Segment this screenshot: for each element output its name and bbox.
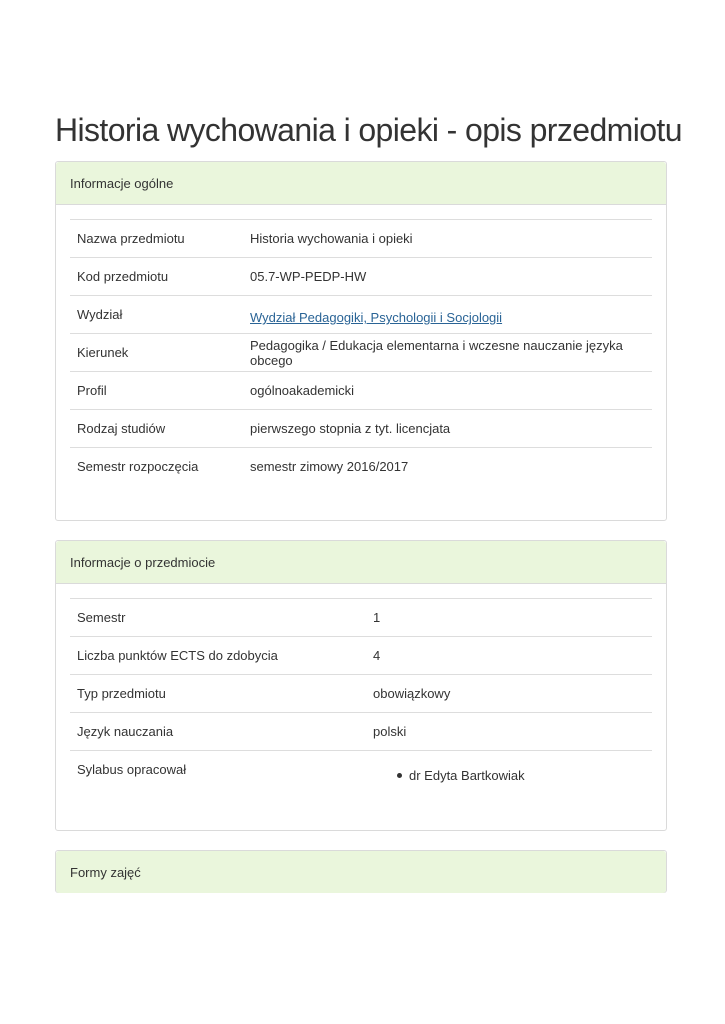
course-info-table <box>70 598 652 789</box>
row-value: ogólnoakademicki <box>250 383 355 398</box>
course-info-panel <box>55 540 667 831</box>
general-info-panel <box>55 161 667 521</box>
general-info-heading: Informacje ogólne <box>56 162 666 205</box>
table-row <box>70 258 652 296</box>
row-value: semestr zimowy 2016/2017 <box>250 459 409 474</box>
table-row <box>70 372 652 410</box>
row-label: Semestr rozpoczęcia <box>77 459 199 474</box>
row-label: Profil <box>77 383 107 398</box>
row-value <box>366 751 652 789</box>
row-label: Typ przedmiotu <box>77 686 166 701</box>
row-value: 4 <box>373 648 381 663</box>
row-value: pierwszego stopnia z tyt. licencjata <box>250 421 451 436</box>
class-forms-panel <box>55 850 667 893</box>
row-label: Nazwa przedmiotu <box>77 231 185 246</box>
table-row <box>70 448 652 486</box>
table-row <box>70 334 652 372</box>
row-label: Rodzaj studiów <box>77 421 166 436</box>
row-value <box>243 296 652 334</box>
row-label: Liczba punktów ECTS do zdobycia <box>77 648 278 663</box>
author-list <box>373 768 645 783</box>
list-item: dr Edyta Bartkowiak <box>401 768 645 783</box>
row-value: polski <box>373 724 407 739</box>
table-row <box>70 410 652 448</box>
table-row <box>70 675 652 713</box>
general-info-table <box>70 219 652 486</box>
row-label: Semestr <box>77 610 126 625</box>
row-label: Kierunek <box>77 345 129 360</box>
row-label: Wydział <box>77 307 123 322</box>
course-info-heading: Informacje o przedmiocie <box>56 541 666 584</box>
row-value: Pedagogika / Edukacja elementarna i wczesne nauczanie języka obcego <box>250 337 623 368</box>
row-label: Język nauczania <box>77 724 174 739</box>
row-label: Sylabus opracował <box>77 762 187 777</box>
row-label: Kod przedmiotu <box>77 269 169 284</box>
table-row <box>70 713 652 751</box>
faculty-link[interactable]: Wydział Pedagogiki, Psychologii i Socjologii <box>250 310 503 325</box>
table-row <box>70 751 652 789</box>
row-value: 05.7-WP-PEDP-HW <box>250 269 367 284</box>
row-value: 1 <box>373 610 381 625</box>
class-forms-heading[interactable]: Formy zajęć <box>56 851 666 893</box>
table-row <box>70 296 652 334</box>
table-row <box>70 599 652 637</box>
row-value: Historia wychowania i opieki <box>250 231 413 246</box>
table-row <box>70 220 652 258</box>
table-row <box>70 637 652 675</box>
page-title: Historia wychowania i opieki - opis przedmiotu <box>55 112 682 148</box>
row-value: obowiązkowy <box>373 686 451 701</box>
